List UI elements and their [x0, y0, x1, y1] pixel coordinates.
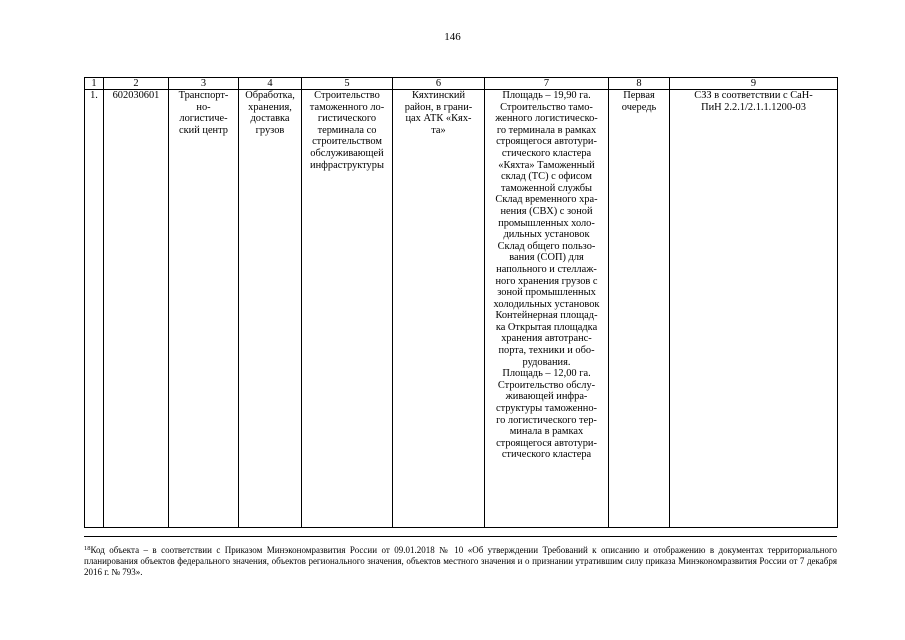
- cell-line: терминала со: [317, 124, 377, 136]
- cell-code: 602030601: [104, 90, 169, 528]
- cell-line: район, в грани-: [404, 101, 473, 113]
- cell-characteristics: [485, 90, 609, 528]
- cell-line: та»: [431, 124, 446, 136]
- cell-line: таможенной службы: [500, 182, 593, 194]
- cell-description: [302, 90, 393, 528]
- cell-line: нения (СВХ) с зоной: [500, 205, 593, 217]
- cell-line: промышленных холо-: [498, 217, 595, 229]
- cell-line: хранения автотранс-: [501, 333, 592, 345]
- footnote-marker: 18: [84, 545, 91, 552]
- cell-location: [393, 90, 485, 528]
- cell-line: Строительство: [314, 90, 380, 101]
- cell-line: Строительство тамо-: [500, 101, 593, 113]
- cell-line: Склад временного хра-: [495, 194, 598, 206]
- cell-line: строящегося автотури-: [496, 437, 597, 449]
- footnote: [84, 543, 837, 578]
- cell-type: [169, 90, 239, 528]
- column-header: 8: [609, 78, 670, 90]
- cell-line: холодильных установок: [493, 298, 600, 310]
- column-header: 5: [302, 78, 393, 90]
- cell-line: ка Открытая площадка: [495, 321, 598, 333]
- cell-line: логистиче-: [179, 113, 228, 125]
- column-header: 9: [670, 78, 838, 90]
- cell-line: стического кластера: [501, 449, 592, 461]
- cell-line: рудования.: [522, 356, 571, 368]
- cell-line: строительством: [312, 136, 382, 148]
- cell-line: Строительство обслу-: [497, 379, 596, 391]
- cell-line: ский центр: [179, 124, 228, 136]
- cell-line: СЗЗ в соответствии с СаН-: [694, 90, 813, 101]
- cell-line: стического кластера: [501, 147, 592, 159]
- cell-protection-zone: [670, 90, 838, 528]
- cell-line: женного логистическо-: [495, 113, 598, 125]
- cell-line: но-: [196, 101, 211, 113]
- cell-line: доставка: [250, 113, 290, 125]
- cell-line: вания (СОП) для: [509, 252, 584, 264]
- cell-line: хранения,: [248, 101, 292, 113]
- column-header: 4: [239, 78, 302, 90]
- cell-line: го терминала в рамках: [496, 124, 597, 136]
- cell-line: Транспорт-: [178, 90, 229, 101]
- column-header: 2: [104, 78, 169, 90]
- cell-line: «Кяхта» Таможенный: [498, 159, 595, 171]
- cell-purpose: [239, 90, 302, 528]
- cell-line: обслуживающей: [310, 147, 384, 159]
- cell-line: ПиН 2.2.1/2.1.1.1200-03: [701, 101, 806, 113]
- cell-line: Склад общего пользо-: [497, 240, 596, 252]
- cell-line: цах АТК «Кях-: [405, 113, 472, 125]
- cell-line: минала в рамках: [509, 426, 584, 438]
- column-header: 3: [169, 78, 239, 90]
- cell-line: Площадь – 12,00 га.: [502, 368, 591, 380]
- cell-line: Площадь – 19,90 га.: [502, 90, 591, 101]
- cell-line: грузов: [255, 124, 285, 136]
- footnote-text: Код объекта – в соответствии с Приказом Минэкономразвития России от 09.01.2018 № 10 «Об утверждении Требований к описанию и отображению в документах территориального планирования объектов федерального значения, объектов регионального значения, объектов местного значения и о признании утратившим силу приказа Минэкономразвития России от 7 декабря 2016 г. № 793».: [84, 545, 837, 577]
- cell-line: ного хранения грузов с: [495, 275, 598, 287]
- cell-line: таможенного ло-: [309, 101, 385, 113]
- cell-line: Первая: [623, 90, 655, 101]
- cell-line: строящегося автотури-: [496, 136, 597, 148]
- cell-line: дильных установок: [503, 229, 590, 241]
- table-row: [85, 90, 838, 528]
- cell-line: Кяхтинский: [411, 90, 466, 101]
- cell-number: 1.: [85, 90, 104, 528]
- cell-line: инфраструктуры: [310, 159, 384, 171]
- cell-line: очередь: [621, 101, 657, 113]
- cell-line: живающей инфра-: [505, 391, 588, 403]
- column-header: 1: [85, 78, 104, 90]
- cell-line: гистического: [317, 113, 377, 125]
- cell-line: порта, техники и обо-: [498, 345, 595, 357]
- cell-line: Обработка,: [245, 90, 295, 101]
- column-header: 6: [393, 78, 485, 90]
- footnote-divider: [84, 536, 837, 537]
- cell-line: напольного и стеллаж-: [496, 263, 597, 275]
- cell-stage: [609, 90, 670, 528]
- cell-line: Контейнерная площад-: [495, 310, 598, 322]
- cell-line: склад (ТС) с офисом: [500, 171, 593, 183]
- cell-line: го логистического тер-: [496, 414, 597, 426]
- column-header: 7: [485, 78, 609, 90]
- objects-table: [84, 77, 838, 528]
- table-header-row: [85, 78, 838, 90]
- cell-line: структуры таможенно-: [495, 403, 598, 415]
- cell-line: зоной промышленных: [497, 287, 596, 299]
- page-number: 146: [444, 31, 461, 43]
